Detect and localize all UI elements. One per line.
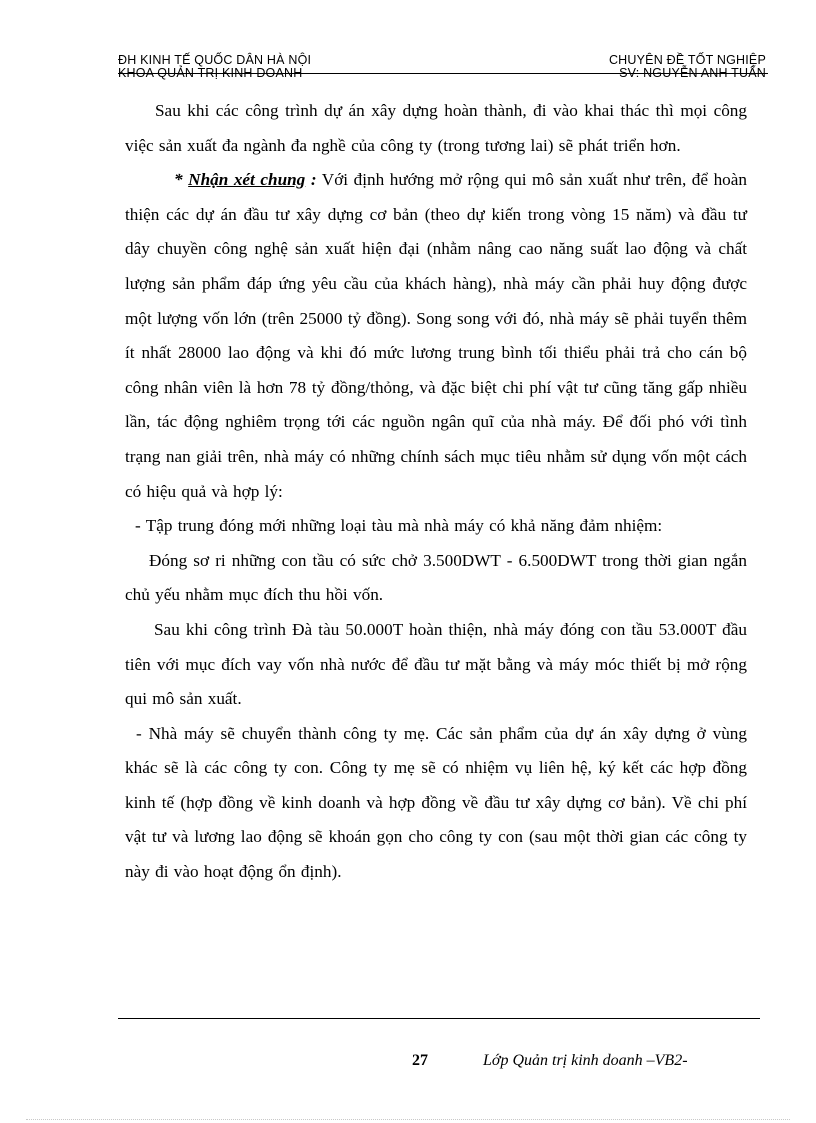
- paragraph-series-ships: Đóng sơ ri những con tầu có sức chở 3.500DWT - 6.500DWT trong thời gian ngắn chủ yếu nhằm mục đích thu hồi vốn.: [125, 550, 747, 605]
- university-name: ĐH KINH TẾ QUỐC DÂN HÀ NỘI: [118, 53, 312, 67]
- paragraph-intro: Sau khi các công trình dự án xây dựng hoàn thành, đi vào khai thác thì mọi công việc sản xuất đa ngành đa nghề của công ty (trong tương lai) sẽ phát triển hơn.: [125, 101, 747, 155]
- page-header: [118, 54, 768, 80]
- paragraph-bullet-parent-company: - Nhà máy sẽ chuyển thành công ty mẹ. Các sản phẩm của dự án xây dựng ở vùng khác sẽ là các công ty con. Công ty mẹ sẽ có nhiệm vụ liên hệ, ký kết các hợp đồng kinh tế (hợp đồng về kinh doanh và hợp đồng về đầu tư xây dựng cơ bản). Về chi phí vật tư và lương lao động sẽ khoán gọn cho công ty con (sau một thời gian các công ty này đi vào hoạt động ổn định).: [125, 723, 747, 882]
- page-bottom-edge: [26, 1119, 790, 1120]
- remark-star: *: [174, 170, 189, 190]
- remark-heading: Nhận xét chung: [188, 170, 306, 190]
- page-number: 27: [412, 1052, 428, 1069]
- footer-divider: [118, 1018, 760, 1019]
- remark-colon: :: [305, 170, 317, 190]
- paragraph-general-remark: [125, 163, 747, 509]
- remark-label: [174, 170, 317, 189]
- paragraph-bullet-shipbuilding: - Tập trung đóng mới những loại tàu mà nhà máy có khả năng đảm nhiệm:: [135, 516, 663, 536]
- student-name: SV: NGUYỄN ANH TUẤN: [619, 66, 766, 80]
- document-type: CHUYÊN ĐỀ TỐT NGHIỆP: [608, 53, 766, 67]
- remark-text: Với định hướng mở rộng qui mô sản xuất như trên, để hoàn thiện các dự án đầu tư xây dựng cơ bản (theo dự kiến trong vòng 15 năm) và đầu tư dây chuyền công nghệ sản xuất hiện đại (nhằm nâng cao năng suất lao động và chất lượng sản phẩm đáp ứng yêu cầu của khách hàng), nhà máy cần phải huy động được một lượng vốn lớn (trên 25000 tỷ đồng). Song song với đó, nhà máy sẽ phải tuyển thêm ít nhất 28000 lao động và khi đó mức lương trung bình tối thiểu phải trả cho cán bộ công nhân viên là hơn 78 tỷ đồng/thỏng, và đặc biệt chi phí vật tư cũng tăng gấp nhiều lần, tác động nghiêm trọng tới các nguồn ngân quĩ của nhà máy. Để đối phó với tình trạng nan giải trên, nhà máy có những chính sách mục tiêu nhằm sử dụng vốn một cách có hiệu quả và hợp lý:: [125, 170, 747, 501]
- footer-class-name: Lớp Quản trị kinh doanh –VB2-: [483, 1052, 688, 1069]
- document-body: [125, 94, 747, 890]
- paragraph-slipway: Sau khi công trình Đà tàu 50.000T hoàn thiện, nhà máy đóng con tầu 53.000T đầu tiên với mục đích vay vốn nhà nước để đầu tư mặt bằng và máy móc thiết bị mở rộng qui mô sản xuất.: [125, 619, 747, 709]
- header-divider: [118, 73, 768, 74]
- faculty-name: KHOA QUẢN TRỊ KINH DOANH: [118, 66, 303, 80]
